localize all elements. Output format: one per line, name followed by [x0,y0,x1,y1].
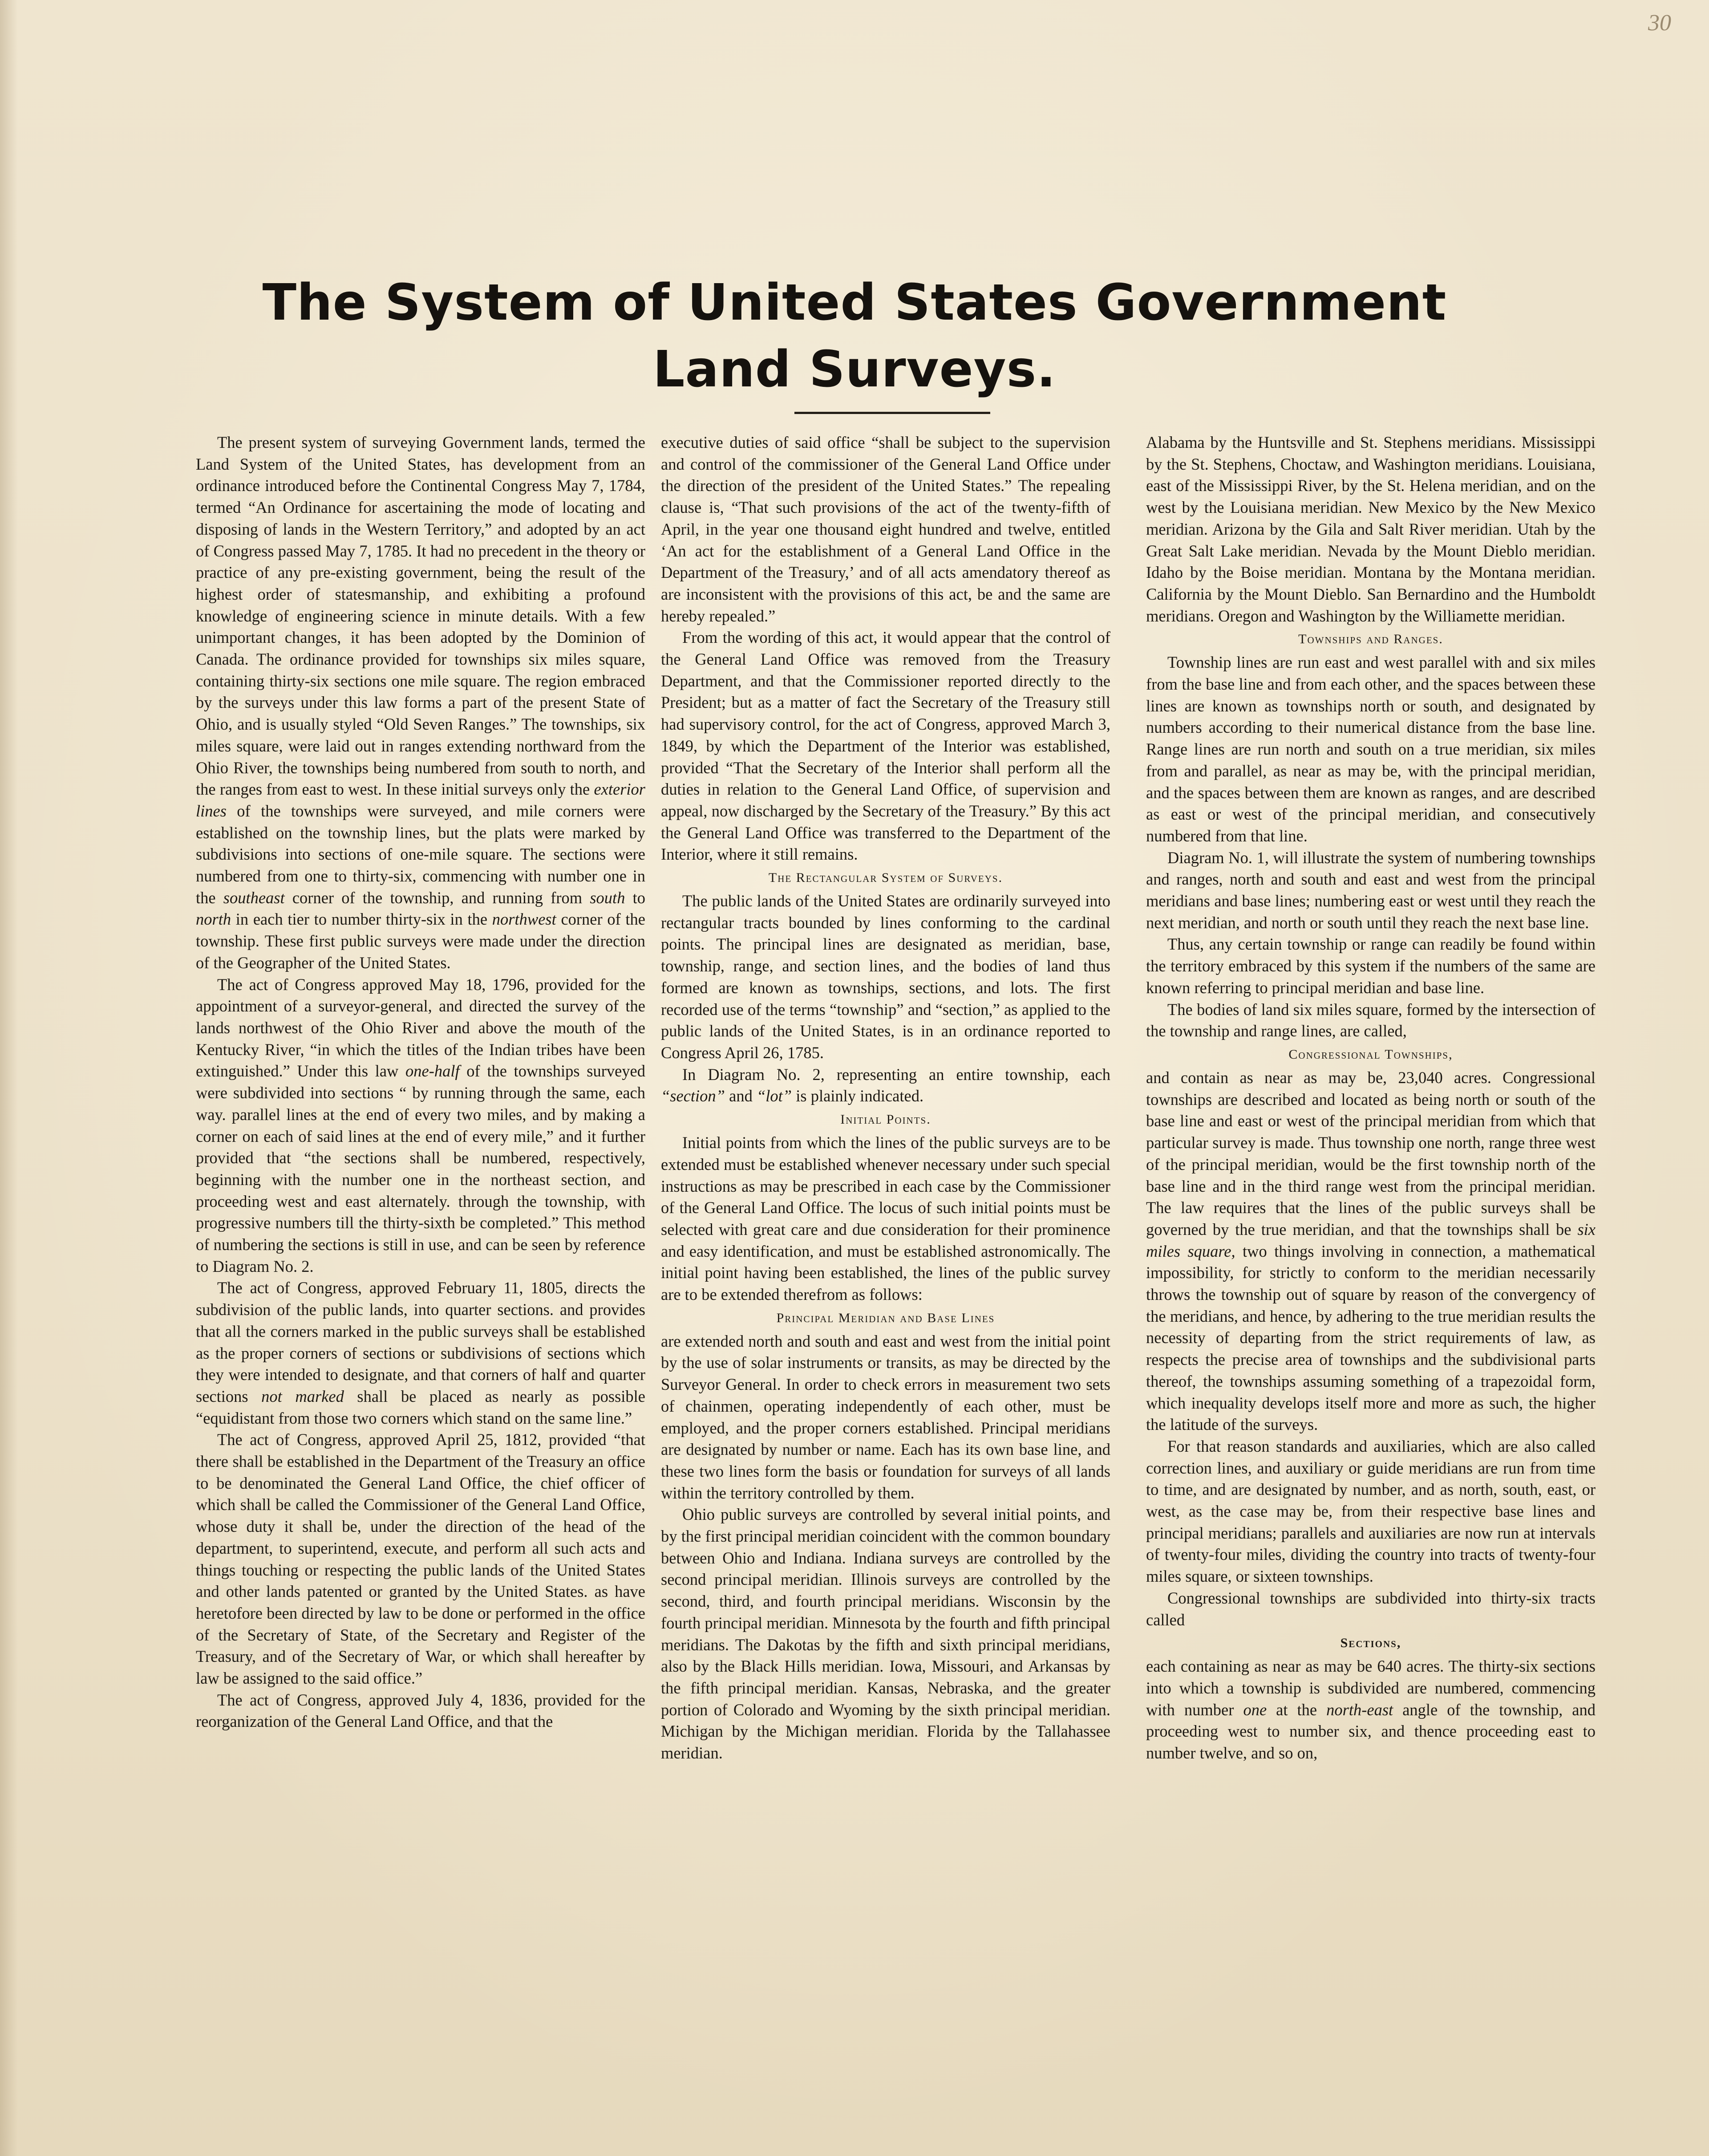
paragraph: From the wording of this act, it would appear that the control of the General Land Office was removed from the Treasury Department, and that the Commissioner reported directly to the President; but as a matter of fact the Secretary of the Treasury still had supervisory control, for the act of Congress, approved March 3, 1849, by which the Department of the Interior was established, provided “That the Secretary of the Interior shall perform all the duties in relation to the General Land Office, of supervision and appeal, now discharged by the Secretary of the Treasury.” By this act the General Land Office was transferred to the Department of the Interior, where it still remains. [661,628,1110,864]
paragraph: For that reason standards and auxiliaries, which are also called correction lines, and auxiliary or guide meridians are run from time to time, and are designated by number, and as north, south, east, or west, as the case may be, from their respective base lines and principal meridians; parallels and auxiliaries are now run at intervals of twenty-four miles, dividing the country into tracts of twenty-four miles square, or sixteen townships. [1146,1437,1596,1586]
paragraph: are extended north and south and east and west from the initial point by the use of solar instruments or transits, as may be directed by the Surveyor General. In order to check errors in measurement two sets of chainmen, operating independently of each other, must be employed, and the proper corners established. Principal meridians are designated by number or name. Each has its own base line, and these two lines form the basis or foundation for surveys of all lands within the territory controlled by them. [661,1332,1110,1502]
paragraph: Congressional townships are subdivided into thirty-six tracts called [1146,1588,1596,1629]
paragraph: In Diagram No. 2, representing an entire township, each “section” and “lot” is plainly indicated. [661,1065,1110,1105]
title-line-2: Land Surveys. [653,341,1056,398]
paragraph: The present system of surveying Government lands, termed the Land System of the United States, has development from an ordinance introduced before the Continental Congress May 7, 1784, termed “An Ordinance for ascertaining the mode of locating and disposing of lands in the Western Territory,” and adopted by an act of Congress passed May 7, 1785. It had no precedent in the theory or practice of any pre-existing government, being the result of the highest order of statesmanship, and exhibiting a profound knowledge of engineering science in minute details. With a few unimportant changes, it has been adopted by the Dominion of Canada. The ordinance provided for townships six miles square, containing thirty-six sections one mile square. The region embraced by the surveys under this law forms a part of the present State of Ohio, and is usually styled “Old Seven Ranges.” The townships, six miles square, were laid out in ranges extending northward from the Ohio River, the townships being numbered from south to north, and the ranges from east to west. In these initial surveys only the exterior lines of the townships were surveyed, and mile corners were established on the township lines, but the plats were marked by subdivisions into sections of one-mile square. The sections were numbered from one to thirty-six, commencing with number one in the southeast corner of the township, and running from south to north in each tier to number thirty-six in the northwest corner of the township. These first public surveys were made under the direction of the Geographer of the United States. [196,433,646,972]
paragraph: Ohio public surveys are controlled by several initial points, and by the first principal meridian coincident with the common boundary between Ohio and Indiana. Indiana surveys are controlled by the second principal meridian. Illinois surveys are controlled by the second, third, and fourth principal meridians. Wisconsin by the fourth principal meridian. Minnesota by the fourth and fifth principal meridians. The Dakotas by the fifth and sixth principal meridians, also by the Black Hills meridian. Iowa, Missouri, and Arkansas by the fifth principal meridian. Kansas, Nebraska, and the greater portion of Colorado and Wyoming by the sixth principal meridian. Michigan by the Michigan meridian. Florida by the Tallahassee meridian. [661,1505,1110,1762]
section-heading: Initial Points. [840,1112,931,1127]
section-heading: Congressional Townships, [1288,1047,1453,1062]
title-divider [794,412,990,414]
section-heading: Sections, [1340,1636,1401,1651]
paragraph: Initial points from which the lines of the public surveys are to be extended must be established whenever necessary under such special instructions as may be prescribed in each case by the Commissioner of the General Land Office. The locus of such initial points must be selected with great care and due consideration for their prominence and easy identification, and must be established astronomically. The initial point having been established, the lines of the public survey are to be extended therefrom as follows: [661,1133,1110,1304]
paragraph: The bodies of land six miles square, formed by the intersection of the township and range lines, are called, [1146,1000,1596,1040]
section-heading: The Rectangular System of Surveys. [768,870,1003,885]
paragraph: Thus, any certain township or range can readily be found within the territory embraced by this system if the numbers of the same are known referring to principal meridian and base line. [1146,935,1596,997]
text-column-1 [196,432,645,1733]
paragraph: Township lines are run east and west parallel with and six miles from the base line and from each other, and the spaces between these lines are known as townships north or south, and designated by numbers according to their numerical distance from the base line. Range lines are run north and south on a true meridian, six miles from and parallel, as near as may be, with the principal meridian, and the spaces between them are known as ranges, and are described as east or west of the principal meridian, and consecutively numbered from that line. [1146,653,1596,845]
section-heading: Principal Meridian and Base Lines [776,1310,995,1325]
paragraph: The act of Congress, approved July 4, 1836, provided for the reorganization of the General Land Office, and that the [196,1690,645,1731]
paragraph: Alabama by the Huntsville and St. Stephens meridians. Mississippi by the St. Stephens, Choctaw, and Washington meridians. Louisiana, east of the Mississippi River, by the St. Helena meridian, and on the west by the Louisiana meridian. New Mexico by the New Mexico meridian. Arizona by the Gila and Salt River meridian. Utah by the Great Salt Lake meridian. Nevada by the Mount Dieblo meridian. Idaho by the Boise meridian. Montana by the Montana meridian. California by the Mount Dieblo. San Bernardino and the Humboldt meridians. Oregon and Washington by the Williamette meridian. [1146,433,1596,625]
paragraph: The act of Congress, approved February 11, 1805, directs the subdivision of the public lands, into quarter sections. and provides that all the corners marked in the public surveys shall be established as the proper corners of sections or subdivisions of sections which they were intended to designate, and that corners of half and quarter sections not marked shall be placed as nearly as possible “equidistant from those two corners which stand on the same line.” [196,1279,646,1427]
title-line-1: The System of United States Government [262,274,1447,332]
paragraph: The public lands of the United States are ordinarily surveyed into rectangular tracts bounded by lines conforming to the cardinal points. The principal lines are designated as meridian, base, township, range, and section lines, and the bodies of land thus formed are known as townships, sections, and lots. The first recorded use of the terms “township” and “section,” as applied to the public lands of the United States, is in an ordinance reported to Congress April 26, 1785. [661,892,1110,1062]
text-column-2 [661,432,1110,1764]
text-column-3 [1146,432,1596,1764]
paragraph: The act of Congress, approved April 25, 1812, provided “that there shall be established in the Department of the Treasury an office to be denominated the General Land Office, the chief officer of which shall be called the Commissioner of the General Land Office, whose duty it shall be, under the direction of the head of the department, to superintend, execute, and perform all such acts and things touching or respecting the public lands of the United States and other lands patented or granted by the United States. as have heretofore been directed by law to be done or performed in the office of the Secretary of State, of the Secretary and Register of the Treasury, and of the Secretary of War, or which shall hereafter by law be assigned to the said office.” [196,1430,645,1688]
paragraph: and contain as near as may be, 23,040 acres. Congressional townships are described and located as being north or south of the base line and east or west of the principal meridian from which that particular survey is made. Thus township one north, range three west of the principal meridian, would be the first township north of the base line and in the third range west from the principal meridian. The law requires that the lines of the public surveys shall be governed by the true meridian, and that the townships shall be six miles square, two things involving in connection, a mathematical impossibility, for strictly to conform to the meridian necessarily throws the township out of square by reason of the convergency of the meridians, and hence, by adhering to the true meridian results the necessity of departing from the strict requirements of law, as respects the precise area of townships and the subdivisional parts thereof, the townships assuming something of a trapezoidal form, which inequality develops itself more and more as such, the higher the latitude of the surveys. [1146,1068,1596,1434]
paragraph: The act of Congress approved May 18, 1796, provided for the appointment of a surveyor-general, and directed the survey of the lands northwest of the Ohio River and above the mouth of the Kentucky River, “in which the titles of the Indian tribes have been extinguished.” Under this law one-half of the townships surveyed were subdivided into sections “ by running through the same, each way. parallel lines at the end of every two miles, and by making a corner on each of said lines at the end of every mile,” and it further provided that “the sections shall be numbered, respectively, beginning with the number one in the northeast section, and proceeding west and east alternately. through the township, with progressive numbers till the thirty-sixth be completed.” This method of numbering the sections is still in use, and can be seen by reference to Diagram No. 2. [196,975,645,1275]
section-heading: Townships and Ranges. [1298,632,1443,647]
page-number: 30 [1648,10,1671,36]
page-title [0,269,1709,403]
paragraph: Diagram No. 1, will illustrate the system of numbering townships and ranges, north and south and east and west from the principal meridians and base lines; numbering east or west until they reach the next meridian, and north or south until they reach the next base line. [1146,848,1596,932]
paragraph: each containing as near as may be 640 acres. The thirty-six sections into which a township is subdivided are numbered, commencing with number one at the north-east angle of the township, and proceeding west to number six, and thence proceeding east to number twelve, and so on, [1146,1657,1596,1762]
paragraph: executive duties of said office “shall be subject to the supervision and control of the commissioner of the General Land Office under the direction of the president of the United States.” The repealing clause is, “That such provisions of the act of the twenty-fifth of April, in the year one thousand eight hundred and twelve, entitled ‘An act for the establishment of a General Land Office in the Department of the Treasury,’ and of all acts amendatory thereof as are inconsistent with the provisions of this act, be and the same are hereby repealed.” [661,433,1110,625]
